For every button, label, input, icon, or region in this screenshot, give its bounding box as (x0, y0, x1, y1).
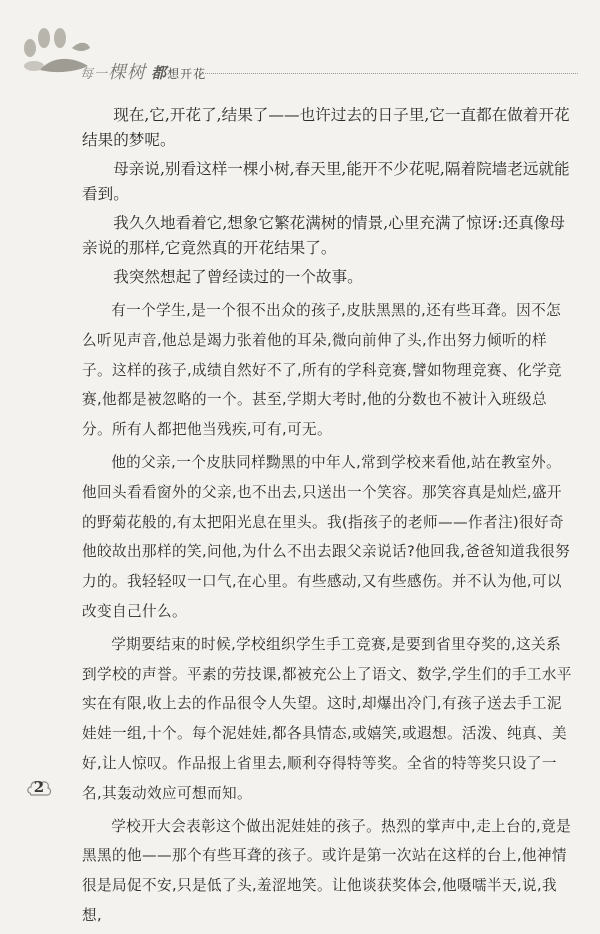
book-title-part-3: 都 (151, 64, 168, 82)
story-paragraph: 他的父亲,一个皮肤同样黝黑的中年人,常到学校来看他,站在教室外。他回头看看窗外的父亲,也不出去,只送出一个笑容。那笑容真是灿烂,盛开的野菊花般的,有太把阳光息在里头。我(指孩子的老师——作者注)很好奇他皎故出那样的笑,问他,为什么不出去跟父亲说话?他回我,爸爸知道我很努力的。我轻轻叹一口气,在心里。有些感动,又有些感伤。并不认为他,可以改变自己什么。 (82, 453, 571, 620)
quoted-story (82, 296, 574, 931)
page-header (0, 0, 600, 90)
book-title (80, 58, 206, 84)
story-paragraph: 有一个学生,是一个很不出众的孩子,皮肤黑黑的,还有些耳聋。因不怎么听见声音,他总是竭力张着他的耳朵,微向前伸了头,作出努力倾听的样子。这样的孩子,成绩自然好不了,所有的学科竞赛,譬如物理竞赛、化学竞赛,他都是被忽略的一个。甚至,学期大考时,他的分数也不被计入班级总分。所有人都把他当残疾,可有,可无。 (82, 302, 562, 439)
page-body (82, 103, 574, 934)
story-paragraph: 学校开大会表彰这个做出泥娃娃的孩子。热烈的掌声中,走上台的,竟是黑黑的他——那个有些耳聋的孩子。或许是第一次站在这样的台上,他神情很是局促不安,只是低了头,羞涩地笑。让他谈获奖体会,他嗫嚅半天,说,我想, (82, 817, 572, 924)
page-number: 2 (33, 778, 45, 796)
page-number-badge (26, 775, 52, 801)
header-dotted-rule (200, 73, 578, 74)
book-title-part-1: 每一 (80, 67, 109, 82)
paragraph: 我突然想起了曾经读过的一个故事。 (113, 268, 363, 286)
story-paragraph: 学期要结束的时候,学校组织学生手工竞赛,是要到省里夺奖的,这关系到学校的声誉。平素的劳技课,都被充公上了语文、数学,学生们的手工水平实在有限,收上去的作品很令人失望。这时,却爆出冷门,有孩子送去手工泥娃娃一组,十个。每个泥娃娃,都各具情态,或嬉笑,或遐想。活泼、纯真、美好,让人惊叹。作品报上省里去,顺利夺得特等奖。全省的特等奖只设了一名,其轰动效应可想而知。 (82, 635, 572, 802)
paragraph: 现在,它,开花了,结果了——也许过去的日子里,它一直都在做着开花结果的梦呢。 (82, 106, 570, 149)
book-title-part-4: 想开花 (167, 67, 207, 81)
paragraph: 母亲说,别看这样一棵小树,春天里,能开不少花呢,隔着院墙老远就能看到。 (82, 160, 570, 203)
book-title-part-2: 棵树 (108, 62, 147, 83)
paragraph: 我久久地看着它,想象它繁花满树的情景,心里充满了惊讶:还真像母亲说的那样,它竟然真的开花结果了。 (82, 214, 565, 257)
